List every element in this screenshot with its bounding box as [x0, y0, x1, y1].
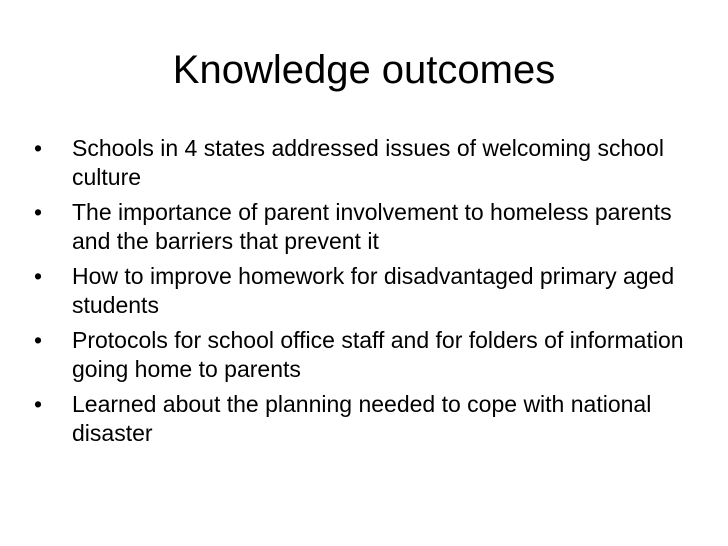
slide-title: Knowledge outcomes	[172, 48, 556, 92]
bullet-text: Learned about the planning needed to cope with national disaster	[72, 391, 652, 446]
bullet-item	[34, 198, 694, 256]
bullet-list	[34, 134, 694, 454]
bullet-point-icon: •	[34, 263, 43, 289]
bullet-item	[34, 390, 694, 448]
bullet-point-icon: •	[34, 199, 43, 225]
bullet-text: How to improve homework for disadvantaged primary aged students	[72, 263, 675, 318]
bullet-point-icon: •	[34, 391, 43, 417]
bullet-item	[34, 134, 694, 192]
bullet-text: The importance of parent involvement to homeless parents and the barriers that prevent it	[72, 199, 672, 254]
bullet-point-icon: •	[34, 135, 43, 161]
bullet-item	[34, 326, 694, 384]
bullet-text: Protocols for school office staff and for folders of information going home to parents	[72, 327, 684, 382]
bullet-text: Schools in 4 states addressed issues of welcoming school culture	[72, 135, 664, 190]
bullet-point-icon: •	[34, 327, 43, 353]
bullet-item	[34, 262, 694, 320]
